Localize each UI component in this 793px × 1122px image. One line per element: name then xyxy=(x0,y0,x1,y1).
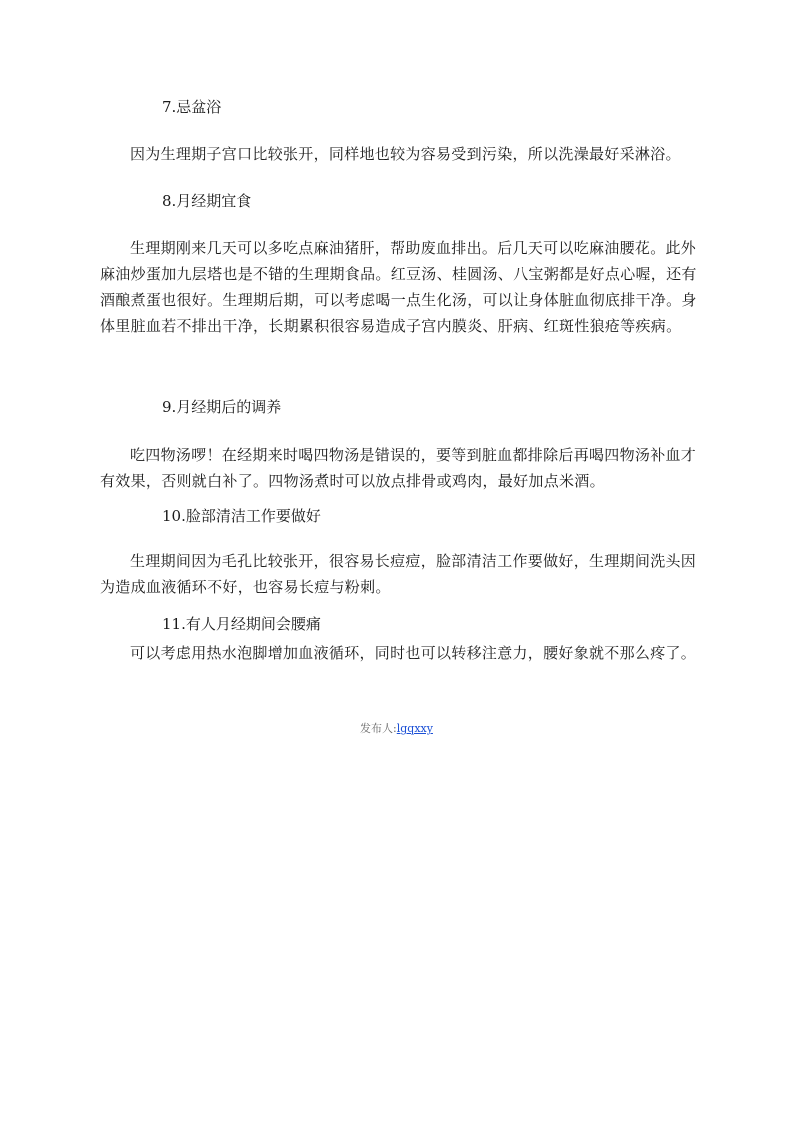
publisher-link[interactable]: lgqxxy xyxy=(396,722,433,735)
section-body-7: 因为生理期子宫口比较张开，同样地也较为容易受到污染，所以洗澡最好采淋浴。 xyxy=(130,145,681,163)
publisher-footer xyxy=(0,722,793,736)
section-heading-8: 8.月经期宜食 xyxy=(162,192,252,210)
section-heading-9: 9.月经期后的调养 xyxy=(162,398,282,416)
section-heading-11: 11.有人月经期间会腰痛 xyxy=(162,615,321,633)
section-body-11: 可以考虑用热水泡脚增加血液循环，同时也可以转移注意力，腰好象就不那么疼了。 xyxy=(130,644,697,662)
publisher-label: 发布人: xyxy=(360,722,397,735)
section-heading-7: 7.忌盆浴 xyxy=(162,98,222,116)
section-body-9: 吃四物汤啰！在经期来时喝四物汤是错误的，要等到脏血都排除后再喝四物汤补血才有效果，否则就白补了。四物汤煮时可以放点排骨或鸡肉，最好加点米酒。 xyxy=(100,446,697,490)
section-heading-10: 10.脸部清洁工作要做好 xyxy=(162,507,321,525)
section-body-8: 生理期刚来几天可以多吃点麻油猪肝，帮助废血排出。后几天可以吃麻油腰花。此外麻油炒蛋加九层塔也是不错的生理期食品。红豆汤、桂圆汤、八宝粥都是好点心喔，还有酒酿煮蛋也很好。生理期后期，可以考虑喝一点生化汤，可以让身体脏血彻底排干净。身体里脏血若不排出干净，长期累积很容易造成子宫内膜炎、肝病、红斑性狼疮等疾病。 xyxy=(100,239,697,335)
section-body-10: 生理期间因为毛孔比较张开，很容易长痘痘，脸部清洁工作要做好，生理期间洗头因为造成血液循环不好，也容易长痘与粉刺。 xyxy=(100,552,697,596)
